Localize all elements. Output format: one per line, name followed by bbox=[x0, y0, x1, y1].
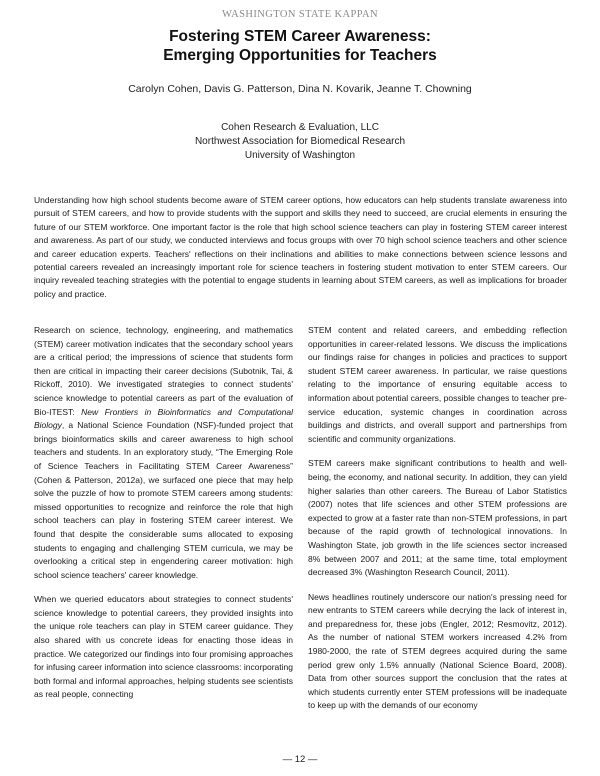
title-line-1: Fostering STEM Career Awareness: bbox=[169, 28, 431, 45]
body-column-left bbox=[34, 324, 293, 713]
project-name: New Frontiers in Bioinformatics and Computational Biology bbox=[34, 406, 293, 431]
paragraph bbox=[34, 324, 293, 582]
paragraph-text: Research on science, technology, engineering, and mathematics (STEM) career motivation indicates that the secondary school years are a critical period; the impressions of science that students form then are critical in impacting their career decisions (Subotnik, Tai, & Rickoff, 2010). We investigated strategies to connect students' science knowledge to potential careers as part of the evaluation of Bio-ITEST: bbox=[34, 325, 293, 417]
affiliation-1: Cohen Research & Evaluation, LLC bbox=[221, 122, 379, 133]
paragraph-text: , a National Science Foundation (NSF)-funded project that brings bioinformatics skills and career awareness to high school teachers and students. In an exploratory study, “The Emerging Role of Science Teachers in Facilitating STEM Career Awareness” (Cohen & Patterson, 2012a), we surfaced one piece that may help solve the puzzle of how to promote STEM careers among students: missed opportunities to recognize and reinforce the role that high school teachers can play in fostering STEM career interest. We found that despite the considerable sums allocated to exposing students to engaging and challenging STEM curricula, we may be overlooking a critical step in engendering career motivation: high school science teachers' career knowledge. bbox=[34, 420, 293, 580]
abstract: Understanding how high school students become aware of STEM career options, how educators can help students translate awareness into pursuit of STEM careers, and how to provide students with the support and skills they need to succeed, are crucial elements in ensuring the future of our STEM workforce. One important factor is the role that high school science teachers can play in fostering STEM career interest and awareness. As part of our study, we conducted interviews and focus groups with over 70 high school science teachers and other science and career education experts. Teachers' reflections on their inclinations and abilities to make connections between science lessons and potential careers revealed an increasingly important role for science teachers in fostering student motivation to enter STEM careers. Our inquiry revealed teaching strategies with the potential to engage students in learning about STEM careers, as well as implications for broader policy and practice. bbox=[34, 195, 567, 299]
journal-header: WASHINGTON STATE KAPPAN bbox=[222, 9, 378, 20]
paragraph: News headlines routinely underscore our nation's pressing need for new entrants to STEM careers while decrying the lack of interest in, and preparedness for, these jobs (Engler, 2012; Resmovitz, 2012). As the number of national STEM workers increased 4.2% from 1980-2000, the rate of STEM degrees acquired during the same period grew only 1.5% annually (National Science Board, 2008). Data from other sources support the conclusion that the rates at which students currently enter STEM professions will be inadequate to keep up with the demands of our economy bbox=[308, 591, 567, 711]
paragraph: STEM content and related careers, and embedding reflection opportunities in career-related lessons. We discuss the implications our findings raise for changes in policies and practices to support student STEM career awareness. In particular, we raise questions relating to the importance of ensuring equitable access to information about potential careers, possible changes to teacher pre-service education, systemic changes in coordination across buildings and districts, and overall support and partnerships from scientific and community organizations. bbox=[308, 325, 567, 444]
affiliation-3: University of Washington bbox=[244, 150, 356, 161]
body-column-right bbox=[308, 324, 567, 724]
author-list: Carolyn Cohen, Davis G. Patterson, Dina N. Kovarik, Jeanne T. Chowning bbox=[128, 83, 472, 95]
paragraph: STEM careers make significant contributions to health and well-being, the economy, and national security. In addition, they can yield higher salaries than other careers. The Bureau of Labor Statistics (2007) notes that life sciences and other STEM professions are expected to grow at a faster rate than non-STEM professions, in part because of the rapid growth of technological innovations. In Washington State, job growth in the life sciences sector increased 8% between 2007 and 2011; at the same time, total employment decreased 3% (Washington Research Council, 2011). bbox=[308, 458, 567, 578]
page-number: — 12 — bbox=[282, 754, 318, 765]
paragraph: When we queried educators about strategies to connect students' science knowledge to potential careers, they provided insights into the unique role teachers can play in STEM career guidance. They also shared with us concrete ideas for enacting those ideas in practice. We categorized our findings into four promising approaches for infusing career information into science classrooms: incorporating both formal and informal approaches, helping students see scientists as real people, connecting bbox=[34, 594, 293, 700]
affiliations bbox=[0, 121, 600, 163]
title-line-2: Emerging Opportunities for Teachers bbox=[163, 47, 437, 64]
affiliation-2: Northwest Association for Biomedical Research bbox=[194, 136, 406, 147]
article-title bbox=[0, 27, 600, 65]
